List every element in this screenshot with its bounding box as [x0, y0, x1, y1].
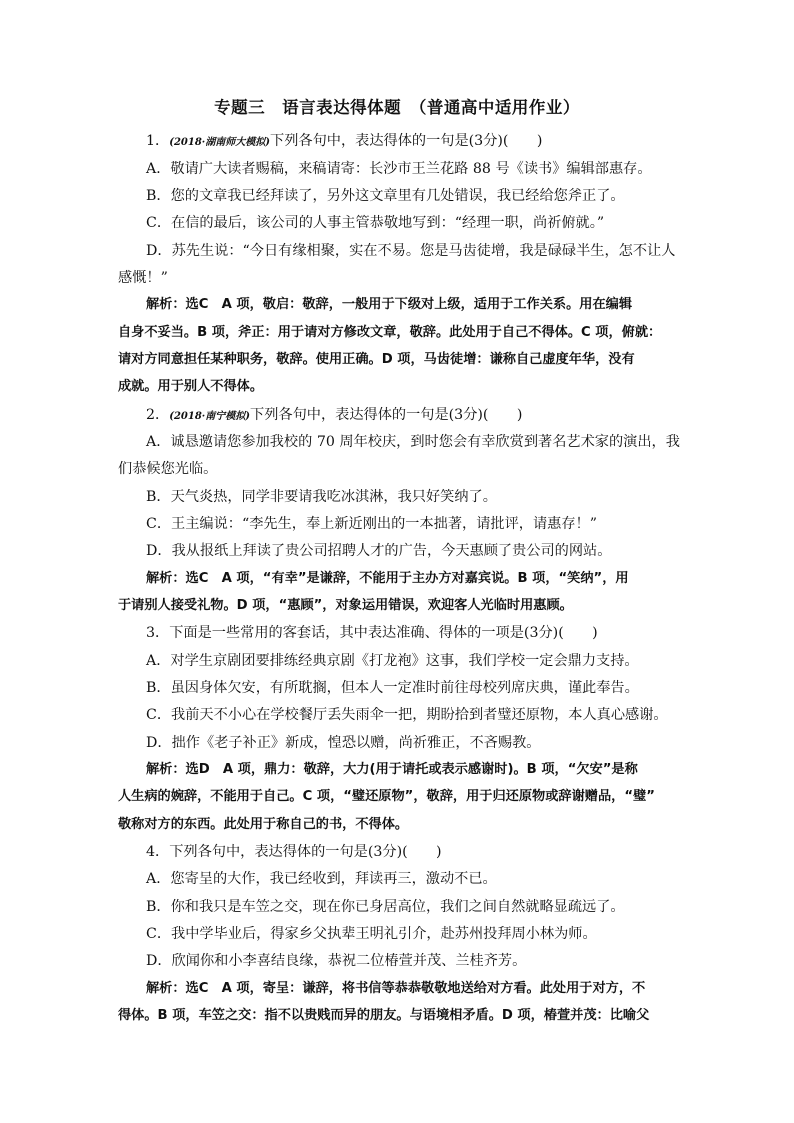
option: C．王主编说：“李先生，奉上新近刚出的一本拙著，请批评，请惠存！”: [146, 516, 597, 532]
question-number: 3．: [146, 625, 170, 641]
question-text: 下列各句中，表达得体的一句是(3分)( ): [169, 844, 442, 860]
option: C．我前天不小心在学校餐厅丢失雨伞一把，期盼拾到者璧还原物，本人真心感谢。: [146, 707, 668, 723]
option: A．您寄呈的大作，我已经收到，拜读再三，激动不已。: [146, 871, 497, 887]
analysis-line: 自身不妥当。B 项，斧正：用于请对方修改文章，敬辞。此处用于自己不得体。C 项，俯就：: [118, 325, 662, 340]
question-2-stem: [146, 406, 522, 426]
question-4-stem: [146, 843, 442, 861]
option: A．诚恳邀请您参加我校的 70 周年校庆，到时您会有幸欣赏到著名艺术家的演出，我: [146, 434, 680, 450]
question-3-stem: [146, 624, 598, 642]
analysis-line: 解析：选C A 项，敬启：敬辞，一般用于下级对上级，适用于工作关系。用在编辑: [146, 297, 633, 312]
option: A．对学生京剧团要排练经典京剧《打龙袍》这事，我们学校一定会鼎力支持。: [146, 653, 639, 669]
analysis-line: 敬称对方的东西。此处用于称自己的书，不得体。: [118, 817, 409, 832]
analysis-line: 成就。用于别人不得体。: [118, 379, 264, 394]
question-source: (2018·南宁模拟): [169, 411, 250, 422]
analysis-line: 于请别人接受礼物。D 项，“惠顾”，对象运用错误，欢迎客人光临时用惠顾。: [118, 598, 573, 613]
question-text: 下列各句中，表达得体的一句是(3分)( ): [250, 407, 523, 423]
analysis-line: 解析：选C A 项，寄呈：谦辞，将书信等恭恭敬敬地送给对方看。此处用于对方，不: [146, 981, 646, 996]
option: D．我从报纸上拜读了贵公司招聘人才的广告，今天惠顾了贵公司的网站。: [146, 543, 612, 559]
option: B．虽因身体欠安，有所耽搁，但本人一定准时前往母校列席庆典，谨此奉告。: [146, 680, 639, 696]
question-source: (2018·湖南师大模拟): [169, 137, 270, 148]
option-continuation: 们恭候您光临。: [118, 461, 218, 477]
question-text: 下面是一些常用的客套话，其中表达准确、得体的一项是(3分)( ): [169, 625, 598, 641]
option: C．我中学毕业后，得家乡父执辈王明礼引介，赴苏州投拜周小林为师。: [146, 926, 597, 942]
analysis-line: 解析：选D A 项，鼎力：敬辞，大力(用于请托或表示感谢时)。B 项，“欠安”是称: [146, 762, 638, 777]
option: D．欣闻你和小李喜结良缘，恭祝二位椿萱并茂、兰桂齐芳。: [146, 953, 527, 969]
analysis-line: 请对方同意担任某种职务，敬辞。使用正确。D 项，马齿徒增：谦称自己虚度年华，没有: [118, 352, 635, 367]
analysis-line: 得体。B 项，车笠之交：指不以贵贱而异的朋友。与语境相矛盾。D 项，椿萱并茂：比喻父: [118, 1008, 650, 1023]
analysis-line: 人生病的婉辞，不能用于自己。C 项，“璧还原物”，敬辞，用于归还原物或辞谢赠品，“璧”: [118, 789, 655, 804]
question-number: 4．: [146, 844, 170, 860]
question-number: 1．: [146, 133, 170, 149]
option: C．在信的最后，该公司的人事主管恭敬地写到：“经理一职，尚祈俯就。”: [146, 215, 605, 231]
option: B．天气炎热，同学非要请我吃冰淇淋，我只好笑纳了。: [146, 489, 497, 505]
option: D．拙作《老子补正》新成，惶恐以赠，尚祈雅正，不吝赐教。: [146, 735, 541, 751]
option: B．您的文章我已经拜读了，另外这文章里有几处错误，我已经给您斧正了。: [146, 188, 625, 204]
option: A．敬请广大读者赐稿，来稿请寄：长沙市王兰花路 88 号《读书》编辑部惠存。: [146, 161, 652, 177]
analysis-line: 解析：选C A 项，“有幸”是谦辞，不能用于主办方对嘉宾说。B 项，“笑纳”，用: [146, 571, 629, 586]
question-1-stem: [146, 132, 542, 152]
question-number: 2．: [146, 407, 170, 423]
option-continuation: 感慨！”: [118, 270, 168, 286]
page-title: 专题三 语言表达得体题 （普通高中适用作业）: [214, 98, 580, 117]
option: D．苏先生说：“今日有缘相聚，实在不易。您是马齿徒增，我是碌碌半生，怎不让人: [146, 243, 676, 259]
option: B．你和我只是车笠之交，现在你已身居高位，我们之间自然就略显疏远了。: [146, 899, 625, 915]
question-text: 下列各句中，表达得体的一句是(3分)( ): [270, 133, 543, 149]
